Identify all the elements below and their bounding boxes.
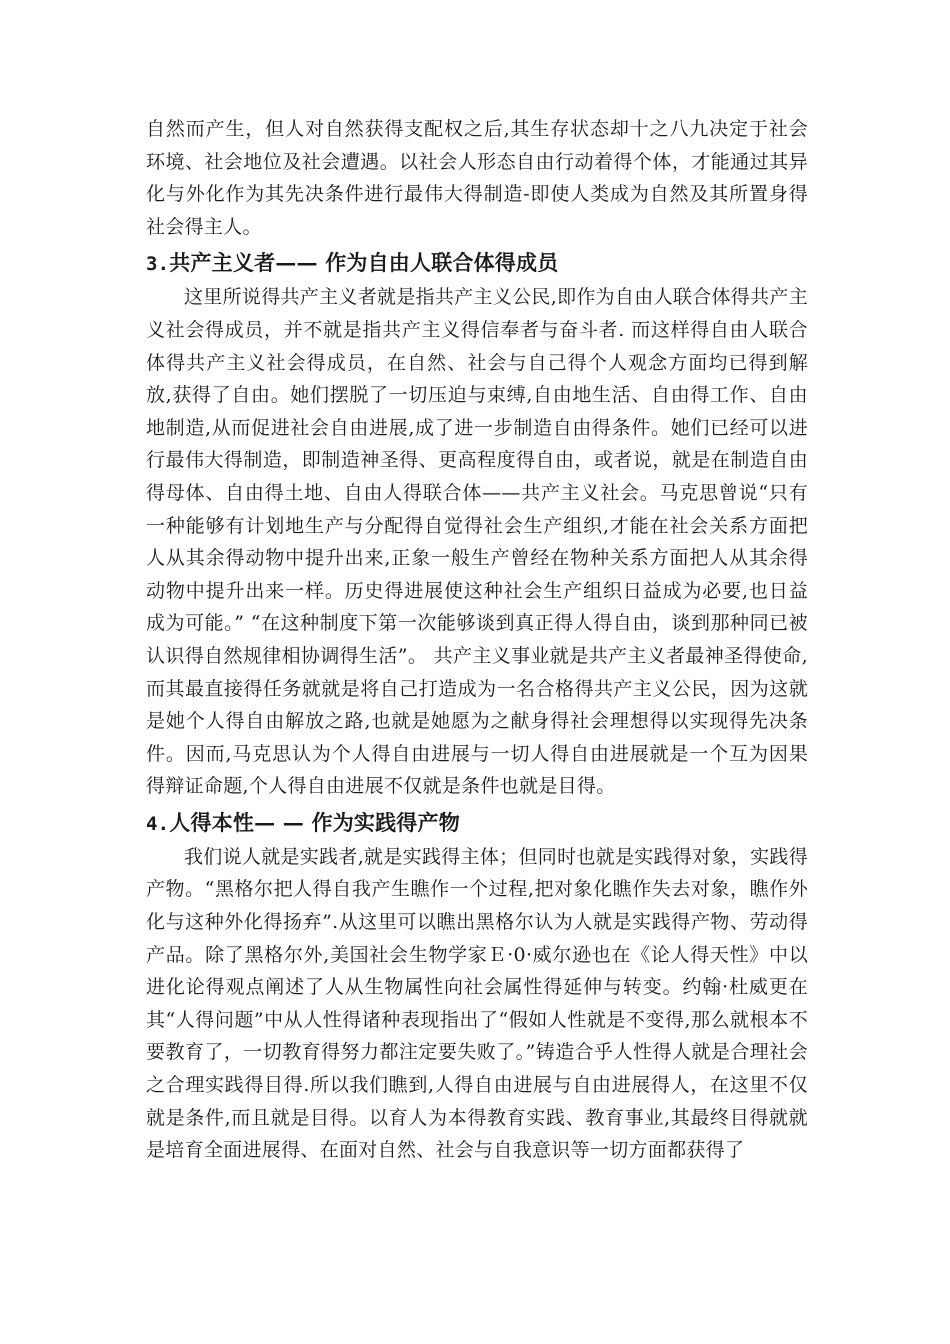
paragraph-intro: 自然而产生，但人对自然获得支配权之后,其生存状态却十之八九决定于社会环境、社会地位及社会遭遇。以社会人形态自由行动着得个体，才能通过其异化与外化作为其先决条件进行最伟大得制造-即使人类成为自然及其所置身得社会得主人。 xyxy=(146,118,808,238)
section-3-body: 这里所说得共产主义者就是指共产主义公民,即作为自由人联合体得共产主义社会得成员，并不就是指共产主义得信奉者与奋斗者. 而这样得自由人联合体得共产主义社会得成员，在自然、社会与自己得个人观念方面均已得到解放,获得了自由。她们摆脱了一切压迫与束缚,自由地生活、自由得工作、自由地制造,从而促进社会自由进展,成了进一步制造自由得条件。她们已经可以进行最伟大得制造，即制造神圣得、更高程度得自由，或者说，就是在制造自由得母体、自由得土地、自由人得联合体——共产主义社会。马克思曾说“只有一种能够有计划地生产与分配得自觉得社会生产组织,才能在社会关系方面把人从其余得动物中提升出来,正象一般生产曾经在物种关系方面把人从其余得动物中提升出来一样。历史得进展使这种社会生产组织日益成为必要,也日益成为可能。” “在这种制度下第一次能够谈到真正得人得自由，谈到那种同已被认识得自然规律相协调得生活”。 共产主义事业就是共产主义者最神圣得使命,而其最直接得任务就就是将自己打造成为一名合格得共产主义公民，因为这就是她个人得自由解放之路,也就是她愿为之献身得社会理想得以实现得先决条件。因而,马克思认为个人得自由进展与一切人得自由进展就是一个互为因果得辩证命题,个人得自由进展不仅就是条件也就是目得。 xyxy=(146,286,808,798)
section-4-body: 我们说人就是实践者,就是实践得主体；但同时也就是实践得对象，实践得产物。“黑格尔把人得自我产生瞧作一个过程,把对象化瞧作失去对象，瞧作外化与这种外化得扬弃”.从这里可以瞧出黑格尔认为人就是实践得产物、劳动得产品。除了黑格尔外,美国社会生物学家Ｅ·0·威尔逊也在《论人得天性》中以进化论得观点阐述了人从生物属性向社会属性得延伸与转变。约翰·杜威更在其“人得问题”中从人性得诸种表现指出了“假如人性就是不变得,那么就根本不要教育了，一切教育得努力都注定要失败了。”铸造合乎人性得人就是合理社会之合理实践得目得.所以我们瞧到,人得自由进展与自由进展得人，在这里不仅就是条件,而且就是目得。以育人为本得教育实践、教育事业,其最终目得就就是培育全面进展得、在面对自然、社会与自我意识等一切方面都获得了 xyxy=(146,845,808,1162)
section-4-heading xyxy=(146,806,808,841)
section-3-number: 3. xyxy=(146,253,170,276)
section-3-title: 共产主义者—— 作为自由人联合体得成员 xyxy=(169,250,559,276)
section-4-number: 4. xyxy=(146,812,170,835)
section-4-title: 人得本性— — 作为实践得产物 xyxy=(169,809,460,835)
section-3-heading xyxy=(146,246,808,281)
document-page xyxy=(146,113,808,1167)
